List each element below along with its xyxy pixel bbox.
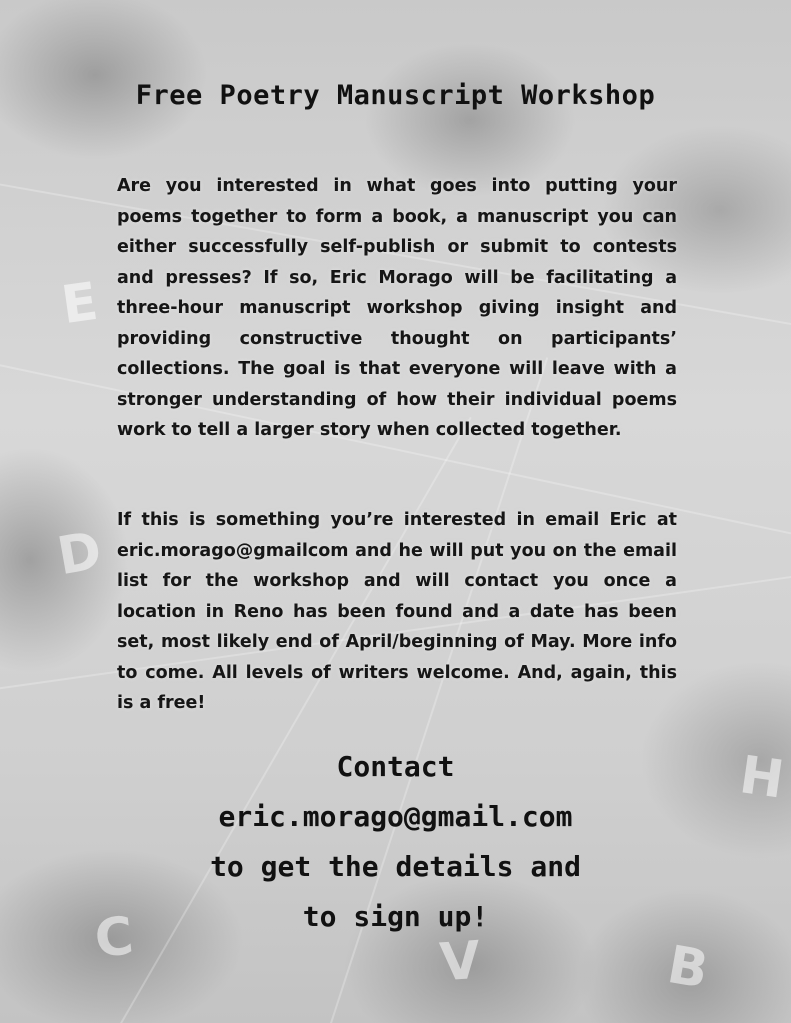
contact-line-signup: to sign up! xyxy=(302,900,489,933)
details-paragraph: If this is something you’re interested in email Eric at eric.morago@gmailcom and he will put you on the email list for the workshop and will contact you once a location in Reno has been found and a date has been set, most likely end of April/beginning of May. More info to come. All levels of writers welcome. And, again, this is a free! xyxy=(117,510,677,713)
typewriter-key-letter: C xyxy=(91,906,137,970)
typewriter-key-letter: E xyxy=(57,271,102,337)
typewriter-key-letter: H xyxy=(736,745,788,811)
typewriter-key-letter: B xyxy=(663,935,713,1001)
contact-line-details: to get the details and xyxy=(210,850,581,883)
intro-paragraph: Are you interested in what goes into putting your poems together to form a book, a manuscript you can either successfully self-publish or submit to contests and presses? If so, Eric Morago will be facilitating a three-hour manuscript workshop giving insight and providing constructive thought on participants’ collections. The goal is that everyone will leave with a stronger understanding of how their individual poems work to tell a larger story when collected together. xyxy=(117,176,677,440)
typewriter-key-letter: V xyxy=(437,930,483,994)
page-title: Free Poetry Manuscript Workshop xyxy=(135,80,656,111)
contact-heading: Contact xyxy=(336,750,455,783)
typewriter-key-letter: D xyxy=(53,520,107,588)
contact-email: eric.morago@gmail.com xyxy=(218,800,573,833)
